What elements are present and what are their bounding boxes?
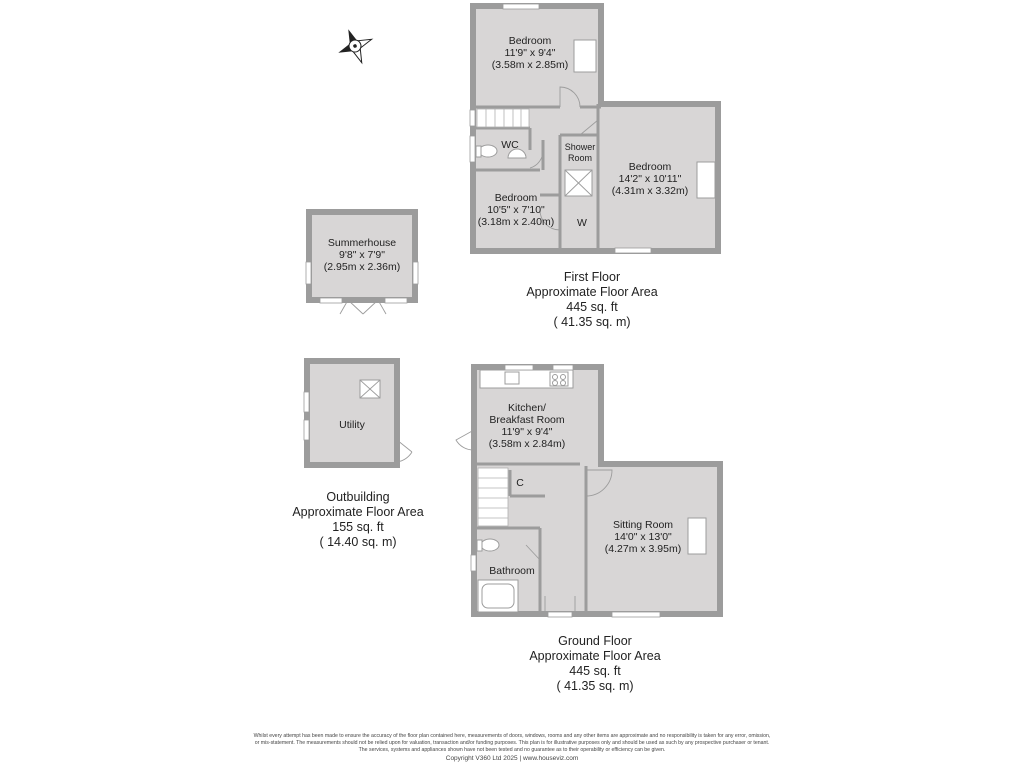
- wardrobe-label: W: [577, 217, 587, 229]
- ground-floor-title: Ground Floor: [558, 634, 632, 648]
- bedroom-2-size-metric: (4.31m x 3.32m): [611, 185, 689, 197]
- outbuilding-subtitle: Approximate Floor Area: [292, 505, 424, 519]
- summerhouse-plan: [306, 212, 418, 314]
- summerhouse-size: 9'8" x 7'9": [339, 249, 385, 261]
- first-floor-caption: [502, 270, 682, 330]
- ground-floor-subtitle: Approximate Floor Area: [529, 649, 661, 663]
- first-floor-area-sqft: 445 sq. ft: [566, 300, 618, 314]
- outbuilding-title: Outbuilding: [326, 490, 390, 504]
- wc-label: WC: [501, 139, 519, 151]
- disclaimer-line-3: The services, systems and appliances shown have not been tested and no guarantee as to their operability or efficiency can be given.: [358, 747, 666, 753]
- kitchen-label-1: Kitchen/: [508, 402, 546, 414]
- ground-floor-area-sqm: ( 41.35 sq. m): [556, 679, 634, 693]
- bedroom-1-size-metric: (3.58m x 2.85m): [491, 59, 569, 71]
- bedroom-2-size: 14'2" x 10'11": [618, 173, 682, 185]
- bathroom-label: Bathroom: [489, 565, 535, 577]
- shower-room-label-2: Room: [567, 153, 593, 163]
- bedroom-2-label: Bedroom: [628, 161, 672, 173]
- shower-room-label-1: Shower: [564, 142, 596, 152]
- cupboard-label: C: [516, 477, 524, 489]
- first-floor-subtitle: Approximate Floor Area: [526, 285, 658, 299]
- kitchen-label-2: Breakfast Room: [489, 414, 565, 426]
- compass-rose-icon: [332, 23, 379, 70]
- bedroom-3-size-metric: (3.18m x 2.40m): [477, 216, 555, 228]
- ground-floor-plan: [456, 365, 720, 617]
- ground-floor-caption: [505, 634, 685, 694]
- disclaimer-line-2: or mis-statement. The measurements should not be relied upon for valuation, transaction and/or funding purposes. This plan is for illustrative purposes only and should be used as such by any prospective purchaser or tenant.: [254, 740, 770, 746]
- outbuilding-caption: [268, 490, 448, 550]
- bedroom-3-size: 10'5" x 7'10": [487, 204, 545, 216]
- copyright-notice: Copyright V360 Ltd 2025 | www.houseviz.com: [445, 755, 579, 762]
- bedroom-3-label: Bedroom: [494, 192, 538, 204]
- sitting-room-label: Sitting Room: [612, 519, 674, 531]
- kitchen-size: 11'9" x 9'4": [501, 426, 553, 438]
- disclaimer-line-1: Whilst every attempt has been made to ensure the accuracy of the floor plan contained here, measurements of doors, windows, rooms and any other items are approximate and no responsibility is taken for any error, omission,: [253, 733, 771, 739]
- first-floor-area-sqm: ( 41.35 sq. m): [553, 315, 631, 329]
- kitchen-size-metric: (3.58m x 2.84m): [488, 438, 566, 450]
- outbuilding-area-sqft: 155 sq. ft: [332, 520, 384, 534]
- sitting-room-size-metric: (4.27m x 3.95m): [604, 543, 682, 555]
- utility-label: Utility: [339, 419, 365, 431]
- sitting-room-size: 14'0" x 13'0": [614, 531, 672, 543]
- bedroom-1-label: Bedroom: [508, 35, 552, 47]
- outbuilding-area-sqm: ( 14.40 sq. m): [319, 535, 397, 549]
- first-floor-title: First Floor: [563, 270, 621, 284]
- summerhouse-label: Summerhouse: [327, 237, 397, 249]
- outbuilding-plan: [304, 361, 412, 465]
- disclaimer: [180, 733, 844, 754]
- ground-floor-area-sqft: 445 sq. ft: [569, 664, 621, 678]
- first-floor-plan: [470, 4, 718, 253]
- summerhouse-size-metric: (2.95m x 2.36m): [323, 261, 401, 273]
- bedroom-1-size: 11'9" x 9'4": [504, 47, 556, 59]
